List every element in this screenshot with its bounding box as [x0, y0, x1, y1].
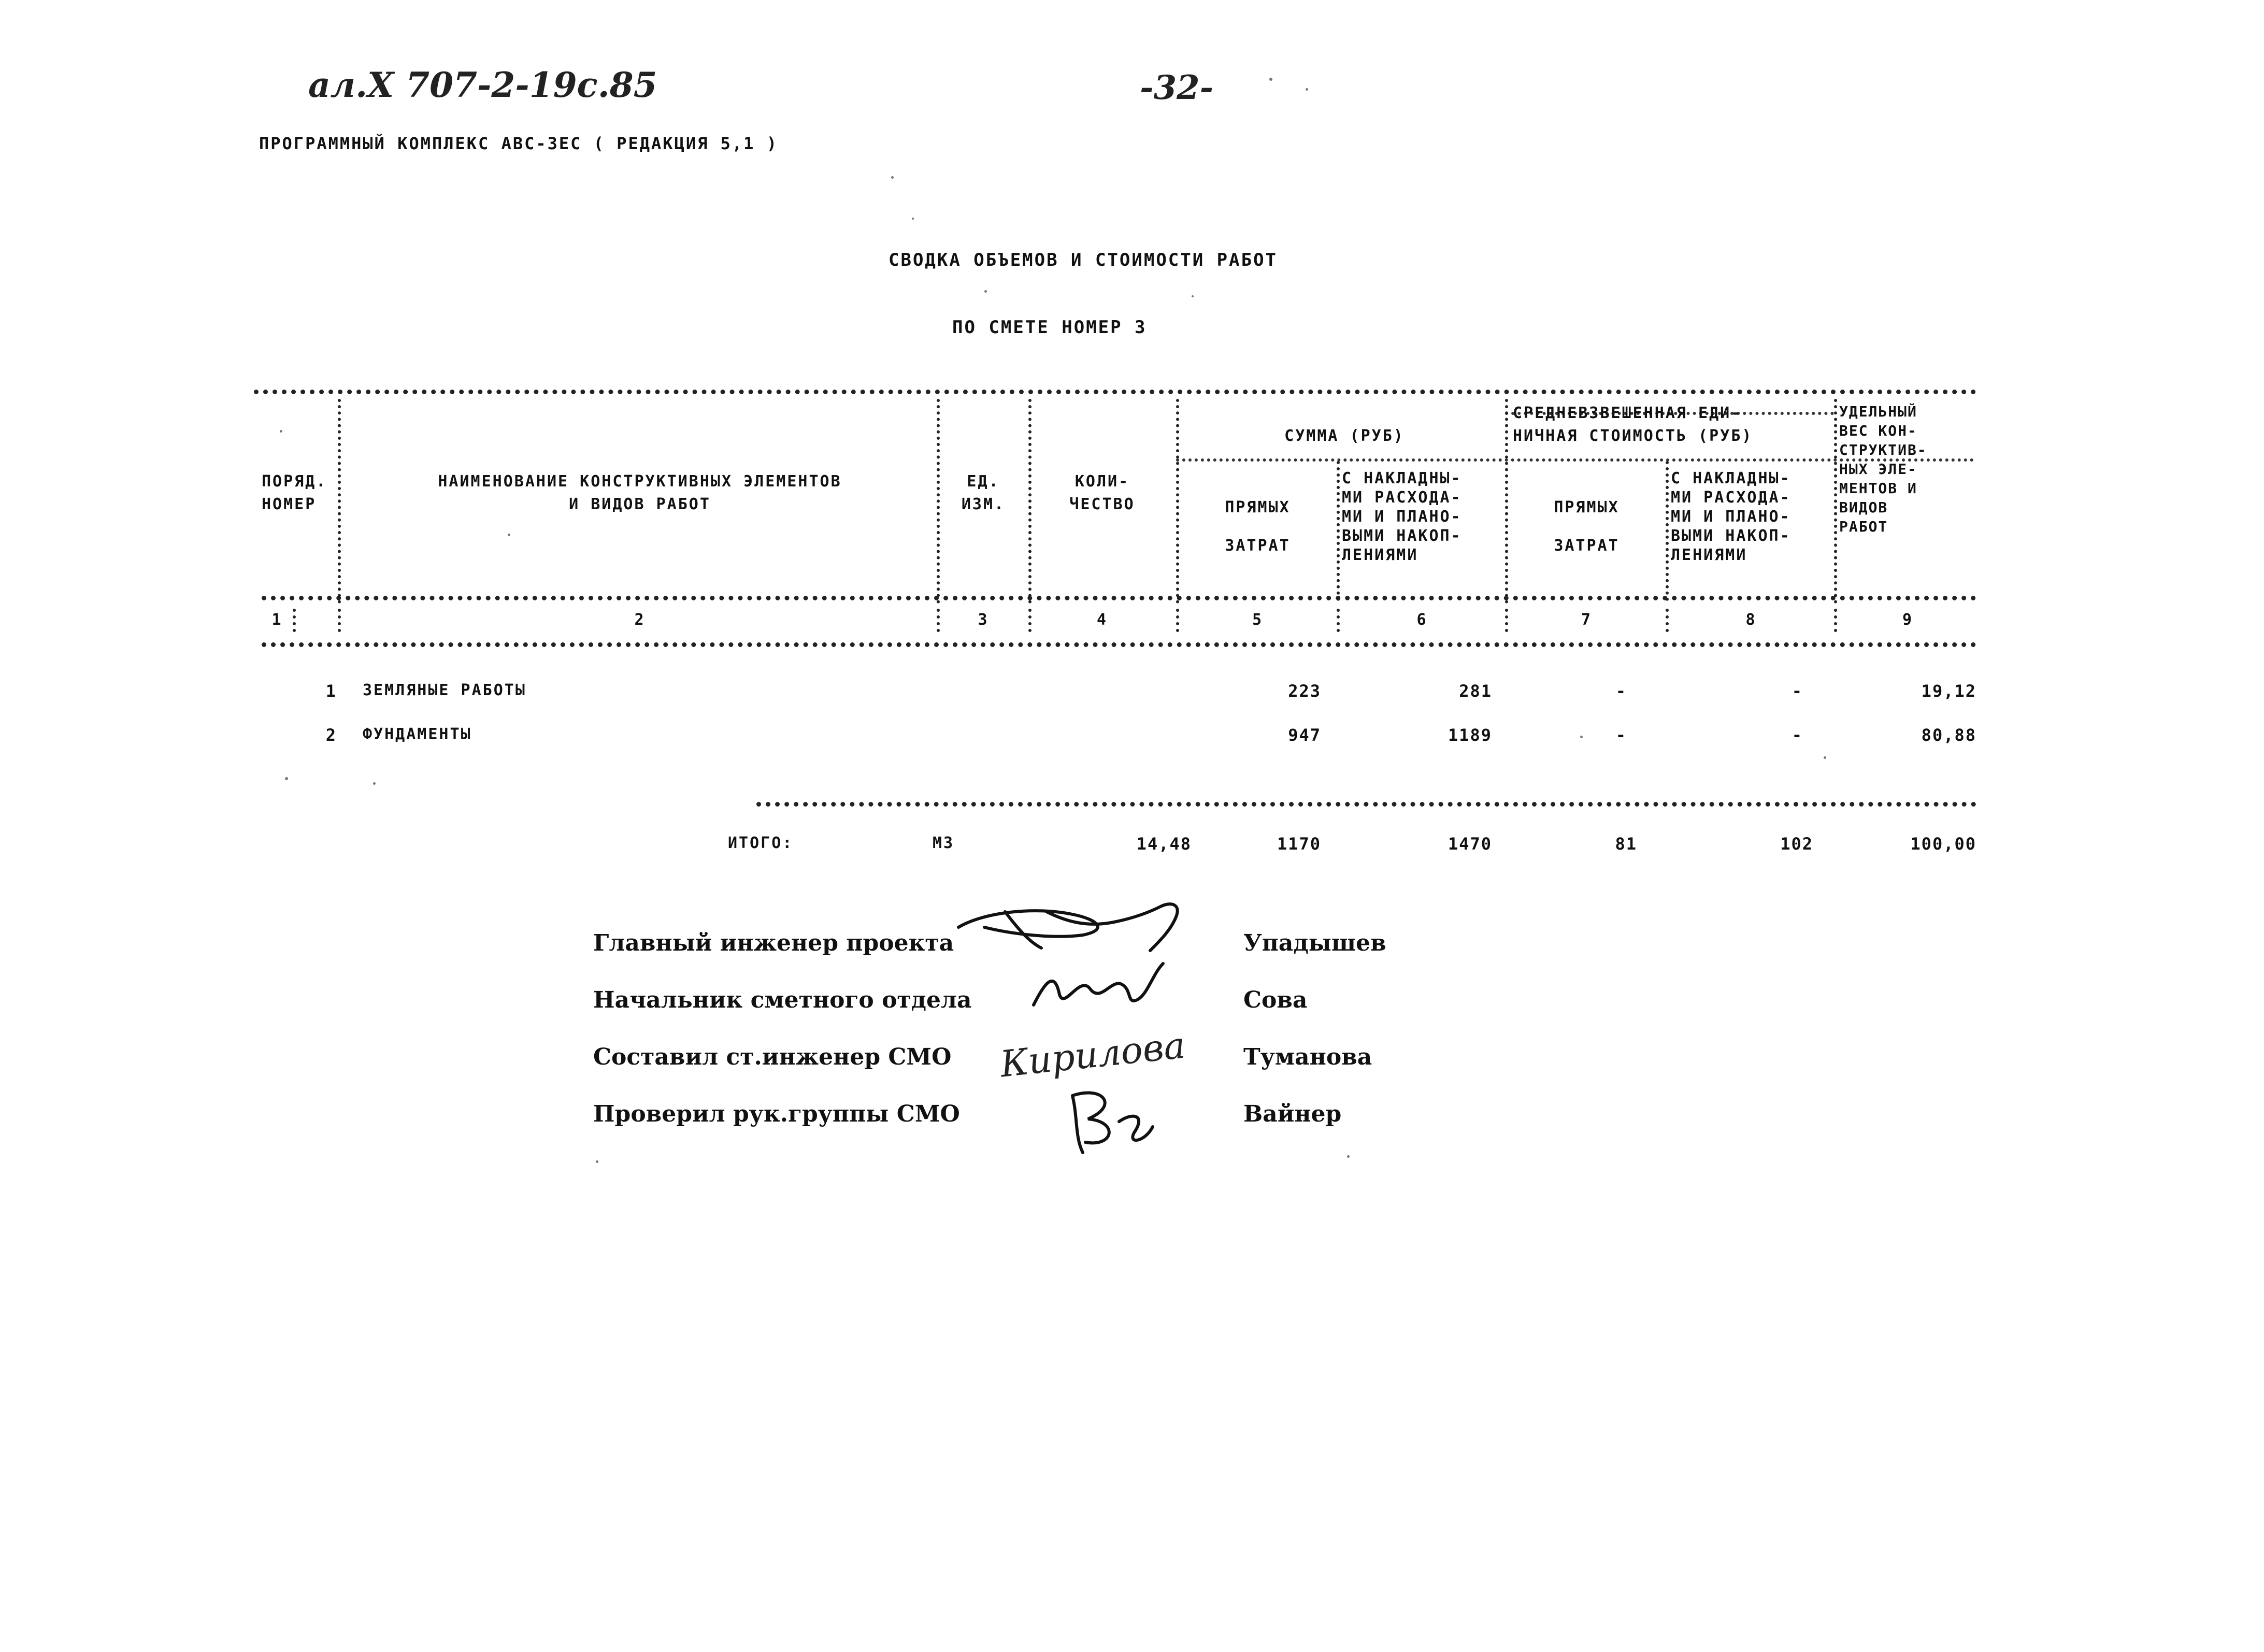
summary-title: СВОДКА ОБЪЕМОВ И СТОИМОСТИ РАБОТ [889, 250, 1278, 270]
total-unit: М3 [933, 834, 955, 852]
header-unit-line2: ИЗМ. [961, 495, 1006, 513]
estimate-number: ПО СМЕТЕ НОМЕР 3 [952, 317, 1147, 338]
handwritten-signature-2 [1028, 953, 1184, 1015]
header-order-number-line2: НОМЕР [262, 495, 317, 513]
row-direct-costs: 223 [1288, 681, 1321, 701]
page-number: -32- [1140, 68, 1214, 107]
header-with-overhead [1342, 469, 1502, 565]
header-quantity-line1: КОЛИ- [1074, 472, 1130, 491]
header-with-overhead-line1: С НАКЛАДНЫ- [1342, 469, 1462, 487]
row-name: ФУНДАМЕНТЫ [363, 725, 472, 743]
row-share: 19,12 [1921, 681, 1976, 701]
header-unit-line1: ЕД. [967, 472, 1000, 491]
row-avg-direct: - [1615, 725, 1627, 745]
total-label: ИТОГО: [728, 834, 794, 852]
column-number-1: 1 [271, 611, 283, 629]
total-avg-overhead: 102 [1780, 834, 1813, 854]
signature-role-compiled-by: Составил ст.инженер СМО [593, 1044, 952, 1070]
handwritten-signature-1 [953, 891, 1212, 964]
signature-role-checked-by: Проверил рук.группы СМО [593, 1101, 960, 1127]
header-quantity-line2: ЧЕСТВО [1069, 495, 1135, 513]
header-direct-costs [1181, 496, 1334, 557]
signature-name-compiled-by: Туманова [1243, 1044, 1372, 1070]
signature-name-estimate-head: Сова [1243, 987, 1308, 1013]
handwritten-signature-4 [1057, 1080, 1160, 1163]
row-avg-overhead: - [1792, 725, 1803, 745]
column-number-6: 6 [1416, 611, 1428, 629]
header-avg-with-overhead-line1: С НАКЛАДНЫ- [1671, 469, 1791, 487]
header-avg-with-overhead [1671, 469, 1831, 565]
column-number-4: 4 [1096, 611, 1108, 629]
total-quantity: 14,48 [1136, 834, 1192, 854]
column-number-2: 2 [634, 611, 646, 629]
total-avg-direct: 81 [1615, 834, 1637, 854]
row-name: ЗЕМЛЯНЫЕ РАБОТЫ [363, 681, 526, 699]
header-element-name-line1: НАИМЕНОВАНИЕ КОНСТРУКТИВНЫХ ЭЛЕМЕНТОВ [438, 472, 842, 491]
row-with-overhead: 281 [1459, 681, 1492, 701]
signature-role-estimate-head: Начальник сметного отдела [593, 987, 972, 1013]
header-with-overhead-line4: ВЫМИ НАКОП- [1342, 527, 1462, 545]
row-with-overhead: 1189 [1448, 725, 1492, 745]
row-number: 2 [325, 725, 337, 745]
header-average-line1: СРЕДНЕВЗВЕШЕННАЯ ЕДИ- [1513, 404, 1742, 422]
header-average-line2: НИЧНАЯ СТОИМОСТЬ (РУБ) [1513, 427, 1753, 445]
header-quantity [1034, 470, 1171, 516]
header-specific-weight-line6: ВИДОВ [1839, 499, 1888, 516]
header-specific-weight [1839, 402, 1976, 536]
header-specific-weight-line2: ВЕС КОН- [1839, 422, 1917, 439]
header-element-name [347, 470, 933, 516]
header-with-overhead-line3: МИ И ПЛАНО- [1342, 508, 1462, 526]
header-specific-weight-line5: МЕНТОВ И [1839, 480, 1917, 497]
header-avg-with-overhead-line2: МИ РАСХОДА- [1671, 489, 1791, 507]
header-order-number [262, 470, 334, 516]
header-average-group [1513, 402, 1831, 448]
total-share: 100,00 [1910, 834, 1976, 854]
header-specific-weight-line7: РАБОТ [1839, 518, 1888, 535]
handwritten-signature-3: Кирилова [998, 1024, 1187, 1086]
program-line: ПРОГРАММНЫЙ КОМПЛЕКС АВС-3ЕС ( РЕДАКЦИЯ 5,1 ) [259, 134, 778, 153]
total-with-overhead: 1470 [1448, 834, 1492, 854]
column-number-3: 3 [978, 611, 989, 629]
column-number-7: 7 [1581, 611, 1593, 629]
column-number-9: 9 [1902, 611, 1914, 629]
header-sum-group: СУММА (РУБ) [1284, 427, 1405, 445]
header-direct-costs-line2: ЗАТРАТ [1225, 537, 1291, 555]
header-avg-direct-costs-line1: ПРЯМЫХ [1554, 498, 1620, 516]
header-avg-with-overhead-line4: ВЫМИ НАКОП- [1671, 527, 1791, 545]
header-with-overhead-line2: МИ РАСХОДА- [1342, 489, 1462, 507]
header-order-number-line1: ПОРЯД. [262, 472, 327, 491]
header-with-overhead-line5: ЛЕНИЯМИ [1342, 546, 1418, 564]
row-share: 80,88 [1921, 725, 1976, 745]
header-avg-direct-costs [1510, 496, 1663, 557]
header-element-name-line2: И ВИДОВ РАБОТ [569, 495, 711, 513]
header-avg-direct-costs-line2: ЗАТРАТ [1554, 537, 1620, 555]
row-avg-direct: - [1615, 681, 1627, 701]
total-rule [756, 802, 1976, 807]
header-specific-weight-line3: СТРУКТИВ- [1839, 441, 1927, 458]
column-number-8: 8 [1745, 611, 1757, 629]
header-direct-costs-line1: ПРЯМЫХ [1225, 498, 1291, 516]
document-code: ал.Х 707-2-19с.85 [308, 65, 657, 105]
total-direct-costs: 1170 [1277, 834, 1321, 854]
row-direct-costs: 947 [1288, 725, 1321, 745]
header-avg-with-overhead-line5: ЛЕНИЯМИ [1671, 546, 1747, 564]
row-avg-overhead: - [1792, 681, 1803, 701]
header-specific-weight-line1: УДЕЛЬНЫЙ [1839, 403, 1917, 420]
signature-name-checked-by: Вайнер [1243, 1101, 1342, 1127]
header-avg-with-overhead-line3: МИ И ПЛАНО- [1671, 508, 1791, 526]
row-number: 1 [325, 681, 337, 701]
header-specific-weight-line4: НЫХ ЭЛЕ- [1839, 461, 1917, 478]
column-number-5: 5 [1252, 611, 1264, 629]
signature-name-chief-engineer: Упадышев [1243, 930, 1386, 956]
signature-role-chief-engineer: Главный инженер проекта [593, 930, 954, 956]
header-unit [942, 470, 1025, 516]
